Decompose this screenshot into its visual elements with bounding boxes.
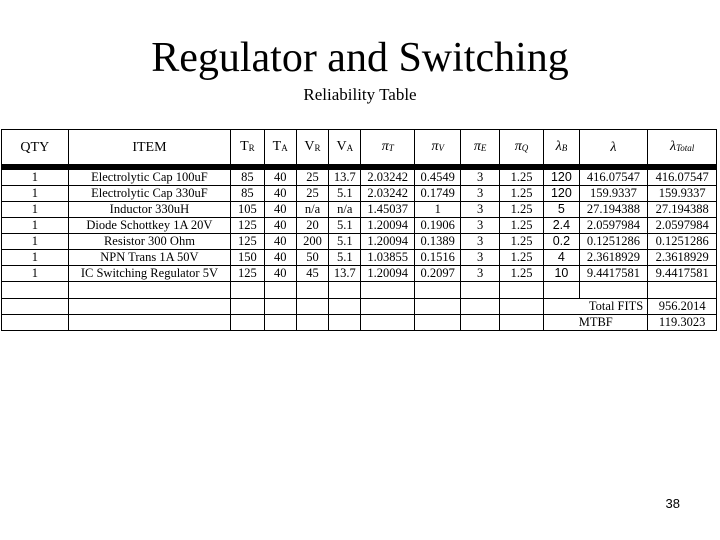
table-cell: 10	[544, 266, 579, 282]
empty-cell	[544, 282, 579, 299]
header-pi-e: πE	[461, 130, 499, 168]
table-cell: 2.3618929	[579, 250, 648, 266]
table-cell: 1	[2, 218, 69, 234]
table-cell: 2.3618929	[648, 250, 717, 266]
table-cell: 40	[264, 167, 296, 186]
table-cell: 5.1	[329, 250, 361, 266]
table-cell: 1	[2, 202, 69, 218]
table-cell: 1	[2, 234, 69, 250]
table-cell: 120	[544, 167, 579, 186]
table-cell: 13.7	[329, 167, 361, 186]
table-cell: 50	[296, 250, 328, 266]
table-cell: 40	[264, 218, 296, 234]
empty-cell	[68, 315, 231, 331]
table-cell: 0.4549	[414, 167, 460, 186]
table-cell: 3	[461, 266, 499, 282]
table-cell: 5.1	[329, 218, 361, 234]
table-cell: 2.4	[544, 218, 579, 234]
table-cell: 1.25	[499, 218, 543, 234]
table-cell: 2.03242	[361, 167, 415, 186]
table-cell: n/a	[296, 202, 328, 218]
slide-subtitle: Reliability Table	[303, 85, 417, 104]
empty-cell	[264, 282, 296, 299]
table-cell: 1	[2, 186, 69, 202]
table-cell: 125	[231, 266, 264, 282]
table-cell: 1.20094	[361, 234, 415, 250]
table-cell: 3	[461, 250, 499, 266]
header-va: VA	[329, 130, 361, 168]
table-cell: 13.7	[329, 266, 361, 282]
table-cell: 125	[231, 234, 264, 250]
empty-cell	[361, 299, 415, 315]
table-cell: 159.9337	[648, 186, 717, 202]
table-cell: Diode Schottkey 1A 20V	[68, 218, 231, 234]
slide-title: Regulator and Switching	[151, 35, 569, 81]
empty-cell	[296, 299, 328, 315]
empty-cell	[414, 315, 460, 331]
table-cell: 120	[544, 186, 579, 202]
empty-cell	[329, 282, 361, 299]
table-cell: 5	[544, 202, 579, 218]
table-cell: 1.25	[499, 234, 543, 250]
empty-cell	[461, 299, 499, 315]
empty-cell	[296, 315, 328, 331]
table-cell: 416.07547	[579, 167, 648, 186]
table-cell: 150	[231, 250, 264, 266]
table-cell: 40	[264, 202, 296, 218]
empty-cell	[499, 299, 543, 315]
table-cell: 20	[296, 218, 328, 234]
empty-cell	[231, 315, 264, 331]
table-cell: 125	[231, 218, 264, 234]
table-cell: 105	[231, 202, 264, 218]
header-lambda: λ	[579, 130, 648, 168]
table-cell: 2.0597984	[579, 218, 648, 234]
table-cell: 2.03242	[361, 186, 415, 202]
table-cell: 2.0597984	[648, 218, 717, 234]
table-cell: 4	[544, 250, 579, 266]
table-cell: 1.25	[499, 250, 543, 266]
table-cell: 200	[296, 234, 328, 250]
header-lambda-b: λB	[544, 130, 579, 168]
table-cell: 0.1906	[414, 218, 460, 234]
table-cell: 9.4417581	[648, 266, 717, 282]
header-ta: TA	[264, 130, 296, 168]
empty-cell	[231, 299, 264, 315]
empty-cell	[461, 315, 499, 331]
empty-cell	[2, 299, 69, 315]
table-row	[2, 186, 717, 202]
table-cell: 0.1516	[414, 250, 460, 266]
table-cell: 1.25	[499, 186, 543, 202]
header-item: ITEM	[68, 130, 231, 168]
table-row-empty	[2, 282, 717, 299]
header-tr: TR	[231, 130, 264, 168]
table-row	[2, 234, 717, 250]
table-cell: 5.1	[329, 186, 361, 202]
table-cell: 1	[2, 167, 69, 186]
empty-cell	[296, 282, 328, 299]
table-row	[2, 202, 717, 218]
header-vr: VR	[296, 130, 328, 168]
empty-cell	[68, 299, 231, 315]
table-cell: NPN Trans 1A 50V	[68, 250, 231, 266]
empty-cell	[414, 299, 460, 315]
table-cell: 1.25	[499, 266, 543, 282]
empty-cell	[461, 282, 499, 299]
mtbf-label: MTBF	[544, 315, 648, 331]
table-cell: 1	[2, 250, 69, 266]
empty-cell	[329, 315, 361, 331]
mtbf-value: 119.3023	[648, 315, 717, 331]
table-cell: 0.2	[544, 234, 579, 250]
table-cell: IC Switching Regulator 5V	[68, 266, 231, 282]
mtbf-row	[2, 315, 717, 331]
table-cell: n/a	[329, 202, 361, 218]
empty-cell	[648, 282, 717, 299]
table-row	[2, 250, 717, 266]
table-cell: 25	[296, 186, 328, 202]
total-fits-row	[2, 299, 717, 315]
table-cell: 416.07547	[648, 167, 717, 186]
table-cell: 85	[231, 167, 264, 186]
total-fits-value: 956.2014	[648, 299, 717, 315]
reliability-table	[1, 129, 717, 331]
table-cell: 27.194388	[579, 202, 648, 218]
empty-cell	[579, 282, 648, 299]
table-cell: 40	[264, 234, 296, 250]
header-pi-t: πT	[361, 130, 415, 168]
table-cell: 3	[461, 202, 499, 218]
table-cell: 1.25	[499, 202, 543, 218]
table-cell: 45	[296, 266, 328, 282]
table-cell: 1.03855	[361, 250, 415, 266]
empty-cell	[361, 315, 415, 331]
table-cell: 5.1	[329, 234, 361, 250]
empty-cell	[414, 282, 460, 299]
table-cell: 25	[296, 167, 328, 186]
table-cell: 0.1749	[414, 186, 460, 202]
table-cell: 159.9337	[579, 186, 648, 202]
table-cell: 1.20094	[361, 218, 415, 234]
table-cell: 0.1251286	[579, 234, 648, 250]
empty-cell	[499, 315, 543, 331]
empty-cell	[264, 315, 296, 331]
empty-cell	[329, 299, 361, 315]
table-cell: 3	[461, 167, 499, 186]
table-cell: 40	[264, 186, 296, 202]
table-cell: 3	[461, 234, 499, 250]
table-cell: 0.2097	[414, 266, 460, 282]
total-fits-label: Total FITS	[544, 299, 648, 315]
table-header-row	[2, 130, 717, 168]
empty-cell	[2, 282, 69, 299]
header-qty: QTY	[2, 130, 69, 168]
table-cell: 40	[264, 266, 296, 282]
table-cell: 3	[461, 218, 499, 234]
empty-cell	[2, 315, 69, 331]
table-cell: 9.4417581	[579, 266, 648, 282]
table-cell: 27.194388	[648, 202, 717, 218]
table-cell: 3	[461, 186, 499, 202]
table-cell: 0.1389	[414, 234, 460, 250]
empty-cell	[499, 282, 543, 299]
table-cell: 40	[264, 250, 296, 266]
table-cell: 0.1251286	[648, 234, 717, 250]
table-cell: 1	[2, 266, 69, 282]
header-pi-v: πV	[414, 130, 460, 168]
empty-cell	[68, 282, 231, 299]
table-cell: 1.25	[499, 167, 543, 186]
table-cell: 1.45037	[361, 202, 415, 218]
empty-cell	[231, 282, 264, 299]
table-cell: 1.20094	[361, 266, 415, 282]
page-number: 38	[665, 496, 680, 511]
empty-cell	[264, 299, 296, 315]
table-cell: 1	[414, 202, 460, 218]
empty-cell	[361, 282, 415, 299]
table-row	[2, 218, 717, 234]
header-pi-q: πQ	[499, 130, 543, 168]
table-cell: Inductor 330uH	[68, 202, 231, 218]
table-cell: Electrolytic Cap 330uF	[68, 186, 231, 202]
table-cell: Electrolytic Cap 100uF	[68, 167, 231, 186]
table-cell: 85	[231, 186, 264, 202]
table-row	[2, 167, 717, 186]
table-row	[2, 266, 717, 282]
header-lambda-total: λTotal	[648, 130, 717, 168]
table-cell: Resistor 300 Ohm	[68, 234, 231, 250]
